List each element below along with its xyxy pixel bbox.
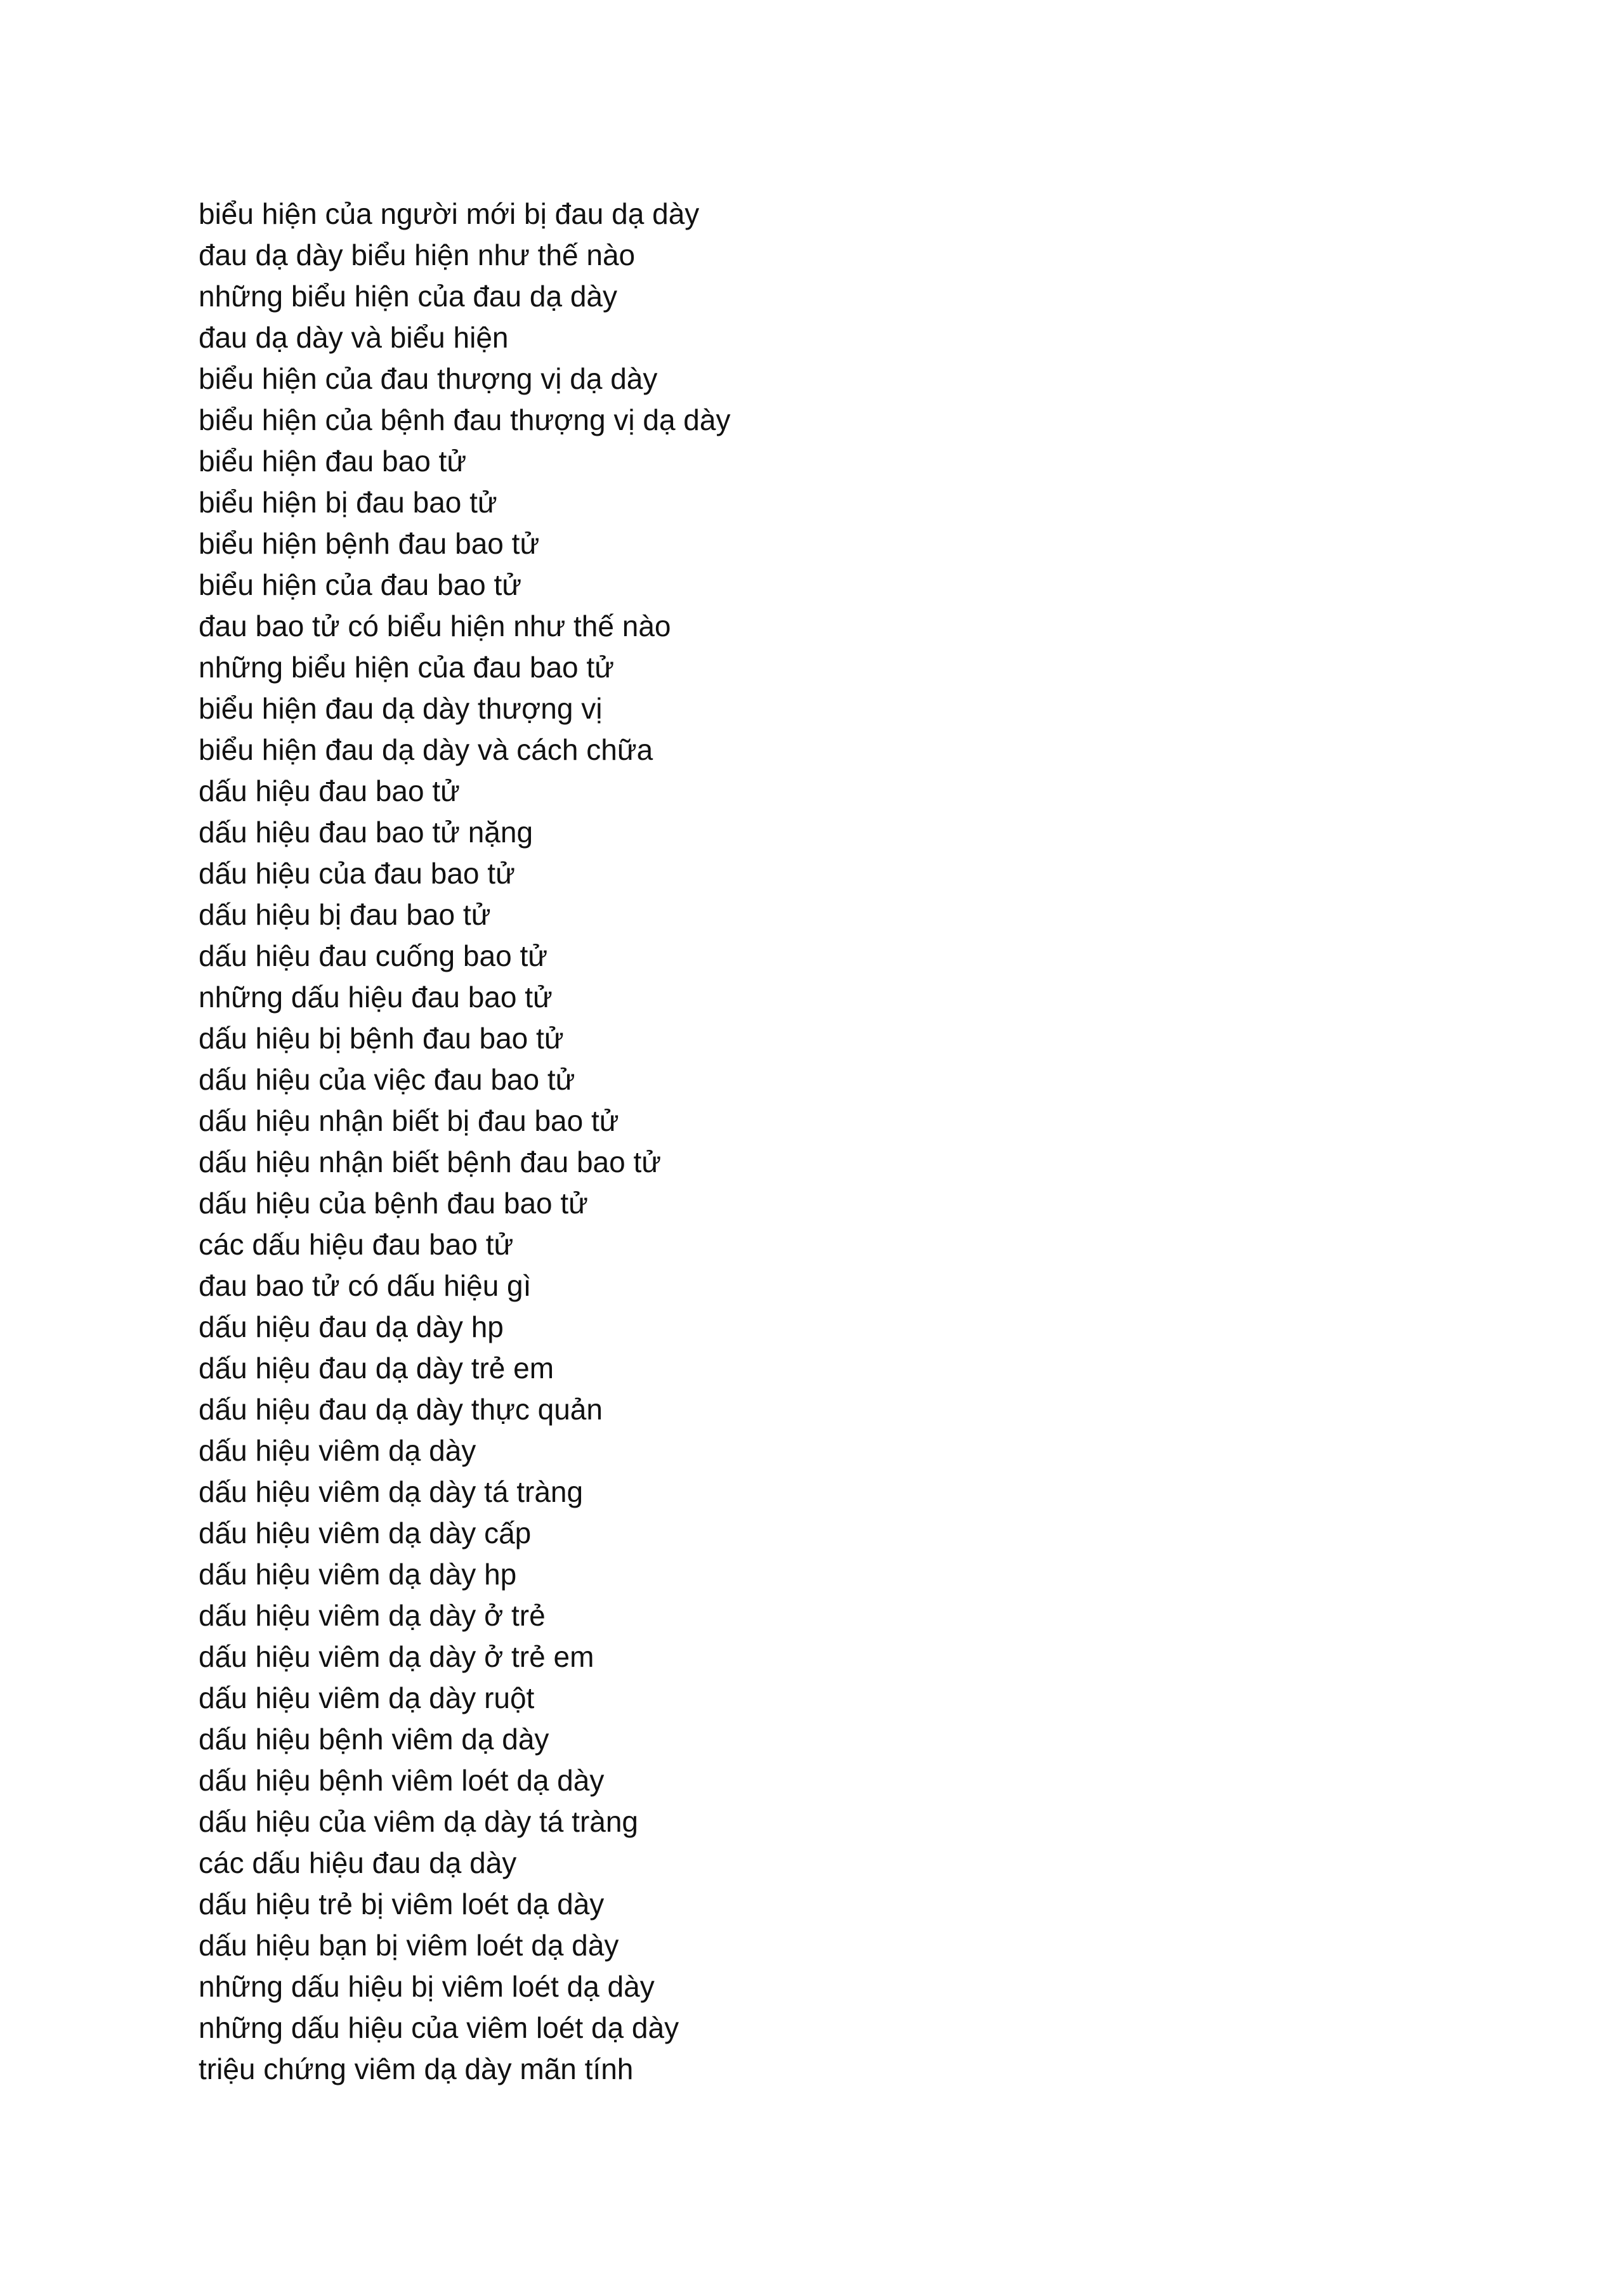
text-line: đau dạ dày biểu hiện như thế nào (199, 238, 636, 271)
keyword-list (199, 193, 730, 2090)
text-line: dấu hiệu nhận biết bị đau bao tử (199, 1104, 619, 1137)
text-line: dấu hiệu đau dạ dày thực quản (199, 1393, 603, 1426)
text-line: dấu hiệu bị đau bao tử (199, 898, 491, 931)
text-line: các dấu hiệu đau bao tử (199, 1228, 514, 1261)
text-line: những dấu hiệu của viêm loét dạ dày (199, 2011, 679, 2044)
text-line: dấu hiệu trẻ bị viêm loét dạ dày (199, 1888, 605, 1921)
text-line: dấu hiệu bạn bị viêm loét dạ dày (199, 1929, 619, 1962)
text-line: biểu hiện đau dạ dày thượng vị (199, 692, 603, 725)
text-line: biểu hiện bệnh đau bao tử (199, 527, 540, 560)
text-line: đau dạ dày và biểu hiện (199, 321, 509, 354)
text-line: dấu hiệu đau bao tử nặng (199, 816, 534, 849)
text-line: dấu hiệu đau bao tử (199, 774, 460, 807)
text-line: đau bao tử có biểu hiện như thế nào (199, 610, 671, 642)
text-line: dấu hiệu viêm dạ dày ở trẻ em (199, 1640, 594, 1673)
text-line: dấu hiệu nhận biết bệnh đau bao tử (199, 1145, 662, 1178)
text-line: dấu hiệu đau dạ dày hp (199, 1310, 504, 1343)
text-line: dấu hiệu viêm dạ dày ở trẻ (199, 1599, 546, 1632)
text-line: biểu hiện của đau bao tử (199, 568, 522, 601)
text-line: triệu chứng viêm dạ dày mãn tính (199, 2052, 634, 2085)
text-line: những biểu hiện của đau dạ dày (199, 280, 617, 313)
text-line: những dấu hiệu đau bao tử (199, 981, 553, 1014)
text-line: dấu hiệu đau cuống bao tử (199, 939, 548, 972)
text-line: dấu hiệu của đau bao tử (199, 857, 515, 890)
text-line: biểu hiện của người mới bị đau dạ dày (199, 197, 700, 230)
text-line: biểu hiện đau bao tử (199, 445, 467, 478)
text-line: dấu hiệu viêm dạ dày tá tràng (199, 1475, 584, 1508)
text-line: dấu hiệu viêm dạ dày ruột (199, 1681, 535, 1714)
text-line: dấu hiệu của bệnh đau bao tử (199, 1187, 588, 1220)
text-line: đau bao tử có dấu hiệu gì (199, 1269, 532, 1302)
text-line: dấu hiệu viêm dạ dày cấp (199, 1517, 532, 1549)
text-line: dấu hiệu bệnh viêm loét dạ dày (199, 1764, 605, 1797)
text-line: những biểu hiện của đau bao tử (199, 651, 614, 684)
text-line: dấu hiệu bị bệnh đau bao tử (199, 1022, 564, 1055)
text-line: dấu hiệu của viêm dạ dày tá tràng (199, 1805, 639, 1838)
text-line: dấu hiệu viêm dạ dày hp (199, 1558, 517, 1591)
text-line: dấu hiệu viêm dạ dày (199, 1434, 476, 1467)
text-line: dấu hiệu bệnh viêm dạ dày (199, 1723, 549, 1756)
text-line: biểu hiện bị đau bao tử (199, 486, 497, 519)
text-line: những dấu hiệu bị viêm loét dạ dày (199, 1970, 655, 2003)
text-line: các dấu hiệu đau dạ dày (199, 1846, 517, 1879)
text-line: dấu hiệu của việc đau bao tử (199, 1063, 575, 1096)
text-line: dấu hiệu đau dạ dày trẻ em (199, 1352, 554, 1385)
text-line: biểu hiện của đau thượng vị dạ dày (199, 362, 658, 395)
text-line: biểu hiện đau dạ dày và cách chữa (199, 733, 653, 766)
text-line: biểu hiện của bệnh đau thượng vị dạ dày (199, 403, 731, 436)
